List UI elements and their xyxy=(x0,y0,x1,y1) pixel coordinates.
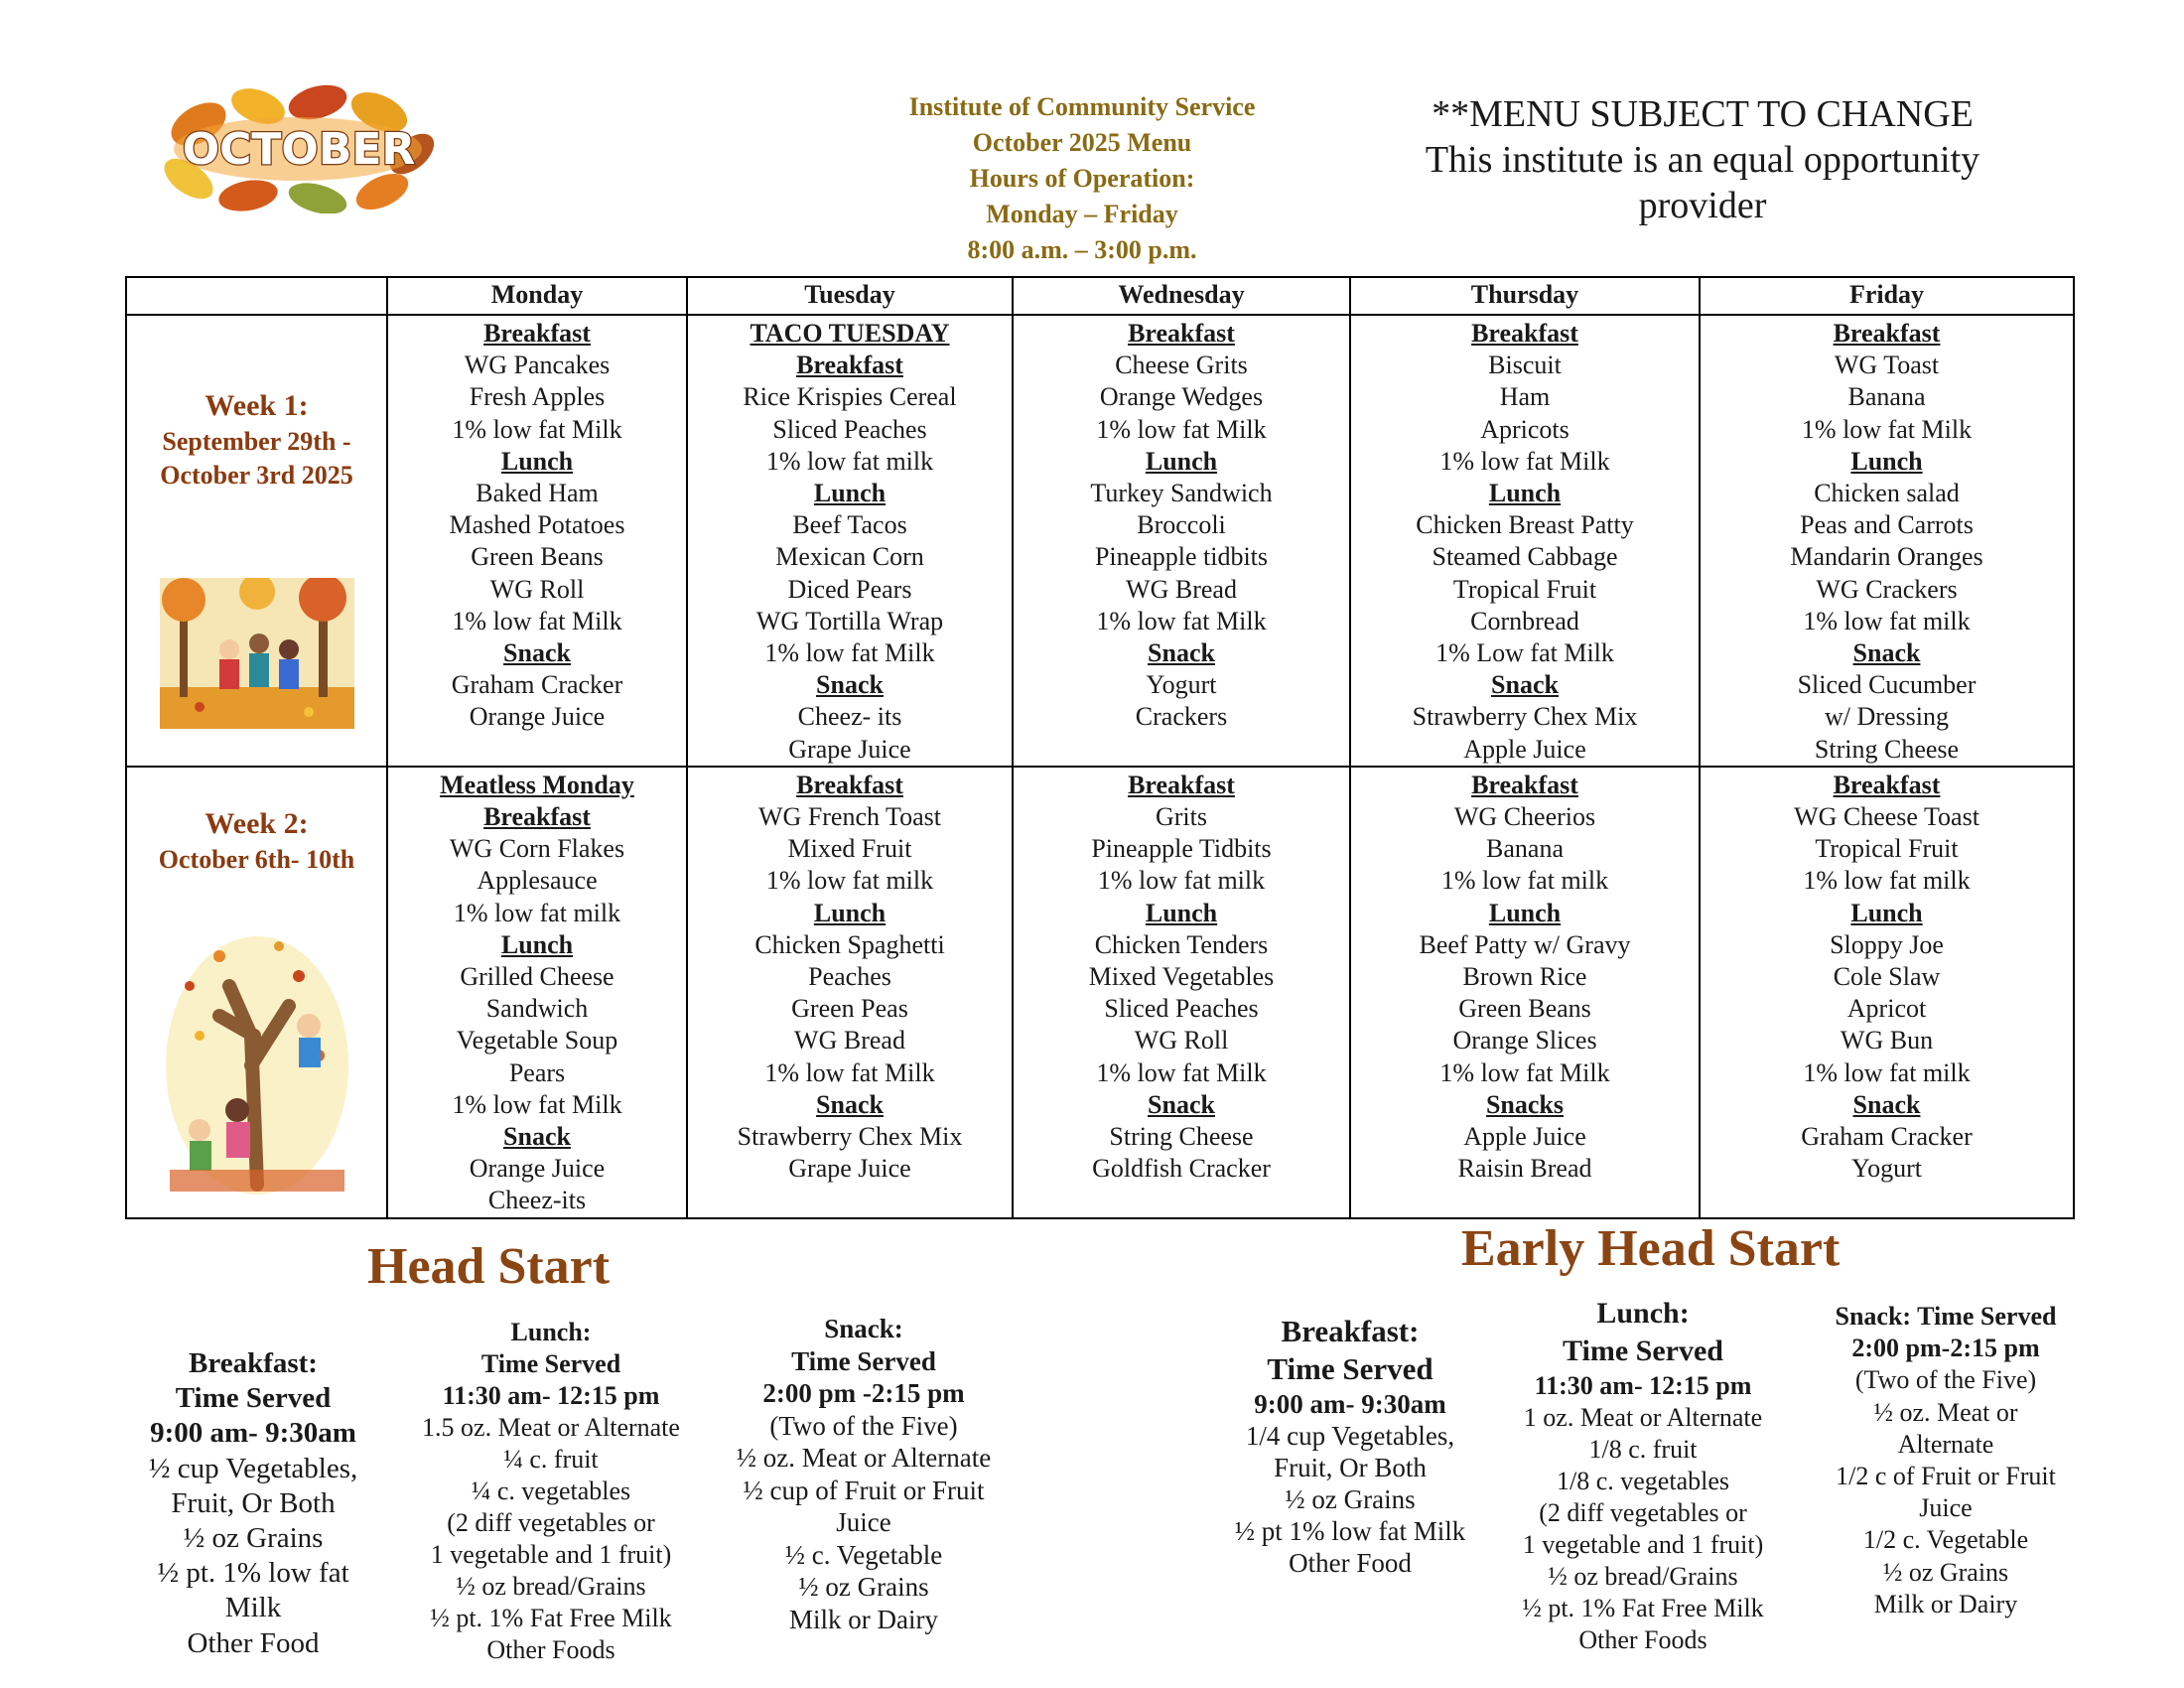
requirement-item: ½ oz. Meat or Alternate xyxy=(736,1443,992,1473)
menu-item: Brown Rice xyxy=(1462,962,1587,992)
meal-heading: Time Served xyxy=(1563,1335,1723,1367)
menu-item: Apple Juice xyxy=(1463,734,1586,764)
hours-days: Monday – Friday xyxy=(986,200,1178,228)
requirement-item: ½ oz bread/Grains xyxy=(456,1572,646,1601)
menu-item: 1% low fat Milk xyxy=(1096,606,1267,635)
menu-item: WG Cheese Toast xyxy=(1794,802,1979,832)
menu-section-heading: Snack xyxy=(503,1122,571,1152)
menu-item: 1% low fat Milk xyxy=(1439,446,1610,476)
october-logo xyxy=(159,84,439,213)
early-head-start-lunch xyxy=(1494,1295,1792,1656)
menu-item: Tropical Fruit xyxy=(1452,574,1597,604)
menu-item: 1% low fat Milk xyxy=(1439,1057,1610,1087)
menu-item: Grape Juice xyxy=(788,1154,911,1184)
menu-section-heading: Snack xyxy=(1852,638,1921,668)
menu-section-heading: Lunch xyxy=(1145,446,1218,476)
menu-title: October 2025 Menu xyxy=(972,128,1192,157)
requirement-item: 1/2 c of Fruit or Fruit xyxy=(1836,1462,2056,1491)
head-start-breakfast xyxy=(114,1346,392,1661)
week-dates: October 3rd 2025 xyxy=(160,461,353,490)
day-header-row xyxy=(126,277,2074,315)
requirement-item: 1/8 c. vegetables xyxy=(1557,1467,1729,1495)
menu-section-heading: Lunch xyxy=(1850,898,1923,927)
meal-time: 9:00 am- 9:30am xyxy=(1254,1389,1446,1419)
requirement-item: ½ pt. 1% Fat Free Milk xyxy=(1522,1594,1764,1622)
menu-item: Biscuit xyxy=(1488,351,1562,380)
menu-item: WG Crackers xyxy=(1816,574,1958,604)
requirement-item: Other Foods xyxy=(486,1635,615,1664)
week-row xyxy=(126,767,2074,1218)
menu-section-heading: Breakfast xyxy=(483,319,591,348)
menu-item: Applesauce xyxy=(477,866,598,896)
menu-item: Broccoli xyxy=(1137,510,1226,540)
meal-heading: Snack: Time Served xyxy=(1835,1302,2057,1331)
corner-cell xyxy=(126,277,387,315)
menu-item: Peas and Carrots xyxy=(1800,510,1974,540)
requirement-item: ½ oz Grains xyxy=(183,1522,324,1555)
week-title: Week 2: xyxy=(205,806,309,840)
requirement-item: Milk or Dairy xyxy=(789,1604,938,1634)
menu-item: Grilled Cheese xyxy=(460,962,614,992)
head-start-lunch xyxy=(392,1317,710,1666)
menu-item: Ham xyxy=(1499,382,1551,412)
menu-section-heading: Snack xyxy=(816,1089,884,1119)
menu-section-heading: Breakfast xyxy=(1833,319,1941,348)
menu-item: WG Corn Flakes xyxy=(449,834,625,864)
menu-item: Beef Tacos xyxy=(792,510,907,540)
menu-section-heading: Breakfast xyxy=(1128,319,1235,348)
menu-item: Beef Patty w/ Gravy xyxy=(1419,929,1631,959)
requirement-item: ½ pt. 1% Fat Free Milk xyxy=(430,1604,672,1632)
menu-item: WG Bread xyxy=(1126,574,1237,604)
requirement-item: ½ cup Vegetables, xyxy=(148,1452,358,1484)
menu-item: 1% low fat Milk xyxy=(764,1057,935,1087)
menu-cell xyxy=(1350,767,1700,1218)
menu-cell xyxy=(1350,315,1700,767)
menu-item: 1% low fat milk xyxy=(1803,866,1971,896)
early-head-start-snack xyxy=(1802,1301,2090,1620)
requirement-item: ½ oz Grains xyxy=(1285,1484,1416,1514)
menu-item: w/ Dressing xyxy=(1825,702,1949,732)
requirement-item: Alternate xyxy=(1897,1429,1994,1459)
menu-section-heading: Breakfast xyxy=(1833,770,1941,799)
menu-item: Mashed Potatoes xyxy=(449,510,625,540)
menu-section-heading: Lunch xyxy=(500,446,574,476)
meal-heading: Lunch: xyxy=(1596,1297,1690,1330)
menu-item: Chicken salad xyxy=(1814,479,1960,508)
menu-section-heading: Breakfast xyxy=(796,770,903,799)
week-dates: October 6th- 10th xyxy=(158,844,355,874)
menu-cell xyxy=(387,767,687,1218)
menu-section-heading: Lunch xyxy=(1850,446,1923,476)
menu-cell xyxy=(387,315,687,767)
requirement-item: ½ pt 1% low fat Milk xyxy=(1234,1516,1466,1546)
menu-item: Graham Cracker xyxy=(451,670,623,700)
menu-section-heading: Lunch xyxy=(813,898,887,927)
requirement-item: Other Food xyxy=(1289,1548,1412,1578)
menu-item: Baked Ham xyxy=(476,479,599,508)
menu-item: Yogurt xyxy=(1146,670,1217,700)
menu-item: Mandarin Oranges xyxy=(1790,542,1983,572)
requirement-item: ½ pt. 1% low fat xyxy=(157,1557,349,1590)
meal-heading: Time Served xyxy=(1267,1351,1433,1386)
menu-item: WG Cheerios xyxy=(1453,802,1596,832)
menu-item: Fresh Apples xyxy=(469,382,606,412)
requirement-item: 1 vegetable and 1 fruit) xyxy=(1522,1530,1764,1559)
menu-item: Peaches xyxy=(808,962,891,992)
children-autumn-illustration xyxy=(160,578,354,729)
menu-item: String Cheese xyxy=(1109,1122,1254,1152)
menu-item: Orange Juice xyxy=(469,702,606,732)
day-header: Thursday xyxy=(1350,277,1700,315)
head-start-title: Head Start xyxy=(367,1238,611,1295)
menu-item: Crackers xyxy=(1135,702,1228,732)
requirement-item: ¼ c. vegetables xyxy=(471,1477,631,1505)
menu-item: 1% low fat Milk xyxy=(452,606,622,635)
day-header: Tuesday xyxy=(687,277,1013,315)
early-head-start-breakfast xyxy=(1211,1313,1489,1579)
week-label-cell xyxy=(126,315,387,767)
notice xyxy=(1400,91,2005,228)
requirement-item: ½ cup of Fruit or Fruit xyxy=(743,1475,985,1505)
meal-heading: Breakfast: xyxy=(189,1347,318,1379)
menu-section-heading: Snack xyxy=(1852,1089,1921,1119)
menu-item: WG Tortilla Wrap xyxy=(755,606,944,635)
menu-cell xyxy=(1013,767,1350,1218)
requirement-item: 1.5 oz. Meat or Alternate xyxy=(422,1413,680,1442)
menu-item: 1% Low fat Milk xyxy=(1435,638,1614,668)
menu-item: 1% low fat milk xyxy=(1803,606,1971,635)
meal-heading: Time Served xyxy=(480,1349,621,1378)
menu-section-heading: Lunch xyxy=(1488,898,1562,927)
menu-item: String Cheese xyxy=(1814,734,1960,764)
menu-item: Cheese Grits xyxy=(1115,351,1248,380)
menu-cell xyxy=(687,767,1013,1218)
menu-item: Strawberry Chex Mix xyxy=(1412,702,1638,732)
menu-item: WG Roll xyxy=(1134,1026,1229,1055)
menu-item: Rice Krispies Cereal xyxy=(743,382,957,412)
menu-item: Pineapple Tidbits xyxy=(1091,834,1272,864)
menu-section-heading: Lunch xyxy=(1145,898,1218,927)
menu-section-heading: Lunch xyxy=(500,929,574,959)
requirement-item: ½ oz bread/Grains xyxy=(1548,1562,1738,1591)
meal-time: 11:30 am- 12:15 pm xyxy=(442,1381,660,1410)
menu-cell xyxy=(1013,315,1350,767)
menu-item: Cheez-its xyxy=(487,1186,587,1215)
requirement-item: 1/2 c. Vegetable xyxy=(1862,1525,2029,1555)
requirement-item: 1/4 cup Vegetables, xyxy=(1245,1421,1455,1451)
menu-item: Tropical Fruit xyxy=(1815,834,1959,864)
menu-item: Goldfish Cracker xyxy=(1092,1154,1271,1184)
meal-time: 2:00 pm-2:15 pm xyxy=(1851,1334,2040,1363)
menu-item: Orange Juice xyxy=(469,1154,606,1184)
hours-label: Hours of Operation: xyxy=(969,164,1195,193)
menu-item: 1% low fat Milk xyxy=(1096,414,1267,444)
menu-item: Green Beans xyxy=(471,542,604,572)
menu-section-heading: Breakfast xyxy=(1128,770,1235,799)
meal-time: 9:00 am- 9:30am xyxy=(150,1417,356,1450)
menu-section-heading: Snack xyxy=(1491,670,1559,700)
requirement-item: Juice xyxy=(836,1507,891,1537)
meal-time: 2:00 pm -2:15 pm xyxy=(762,1378,965,1408)
menu-item: 1% low fat milk xyxy=(765,446,934,476)
requirement-item: ½ oz Grains xyxy=(1882,1557,2009,1587)
center-header xyxy=(874,89,1291,268)
menu-section-heading: Snacks xyxy=(1485,1089,1565,1119)
menu-item: Green Beans xyxy=(1458,994,1591,1024)
menu-item: Chicken Spaghetti xyxy=(754,929,945,959)
logo-text: OCTOBER xyxy=(182,124,416,175)
menu-item: Apricots xyxy=(1480,414,1570,444)
meal-heading: Time Served xyxy=(791,1345,936,1376)
menu-item: Pears xyxy=(508,1057,566,1087)
day-header: Monday xyxy=(387,277,687,315)
requirement-item: ½ c. Vegetable xyxy=(784,1539,943,1570)
week-title: Week 1: xyxy=(205,389,309,422)
menu-item: Cornbread xyxy=(1470,606,1579,635)
menu-item: Raisin Bread xyxy=(1457,1154,1592,1184)
requirement-item: Milk or Dairy xyxy=(1873,1589,2018,1618)
meal-heading: Breakfast: xyxy=(1281,1314,1420,1348)
menu-item: WG French Toast xyxy=(758,802,941,832)
menu-item: Turkey Sandwich xyxy=(1090,479,1273,508)
head-start-snack xyxy=(710,1313,1018,1635)
menu-item: Vegetable Soup xyxy=(456,1026,618,1055)
requirement-item: Other Foods xyxy=(1578,1625,1707,1654)
week-label-cell xyxy=(126,767,387,1218)
menu-item: Grits xyxy=(1156,802,1207,832)
menu-item: Cheez- its xyxy=(797,702,902,732)
menu-item: Green Peas xyxy=(791,994,908,1024)
week-dates: September 29th - xyxy=(162,427,351,456)
menu-table xyxy=(125,276,2075,1219)
week-row xyxy=(126,315,2074,767)
menu-section-heading: TACO TUESDAY xyxy=(750,319,950,348)
menu-section-heading: Snack xyxy=(1148,1089,1215,1119)
meal-heading: Time Served xyxy=(175,1382,332,1415)
requirement-item: Fruit, Or Both xyxy=(1274,1453,1427,1482)
menu-section-heading: Breakfast xyxy=(796,351,903,380)
menu-section-heading: Breakfast xyxy=(1471,319,1578,348)
menu-item: Banana xyxy=(1486,834,1564,864)
menu-item: Graham Cracker xyxy=(1801,1122,1973,1152)
menu-item: Strawberry Chex Mix xyxy=(737,1122,963,1152)
menu-section-heading: Lunch xyxy=(1488,479,1562,508)
menu-item: Mixed Vegetables xyxy=(1088,962,1275,992)
equal-opportunity-notice: This institute is an equal opportunity provider xyxy=(1425,139,1980,226)
menu-item: Mexican Corn xyxy=(775,542,924,572)
menu-section-heading: Snack xyxy=(816,670,884,700)
menu-item: 1% low fat Milk xyxy=(1096,1057,1267,1087)
requirement-item: (Two of the Five) xyxy=(769,1410,958,1441)
hours-time: 8:00 a.m. – 3:00 p.m. xyxy=(967,235,1197,264)
menu-item: 1% low fat milk xyxy=(1440,866,1609,896)
menu-item: Cole Slaw xyxy=(1833,962,1941,992)
menu-item: Sandwich xyxy=(485,994,589,1024)
day-header: Wednesday xyxy=(1013,277,1350,315)
menu-item: Chicken Tenders xyxy=(1094,929,1269,959)
menu-section-heading: Breakfast xyxy=(1471,770,1578,799)
menu-item: 1% low fat milk xyxy=(453,898,621,927)
menu-section-heading: Snack xyxy=(1148,638,1215,668)
menu-item: 1% low fat milk xyxy=(1803,1057,1971,1087)
menu-item: 1% low fat milk xyxy=(765,866,934,896)
menu-item: 1% low fat Milk xyxy=(764,638,935,668)
menu-item: Pineapple tidbits xyxy=(1094,542,1269,572)
menu-item: Apple Juice xyxy=(1463,1122,1586,1152)
menu-item: Apricot xyxy=(1846,994,1927,1024)
menu-item: WG Toast xyxy=(1834,351,1940,380)
day-header: Friday xyxy=(1700,277,2074,315)
menu-section-heading: Snack xyxy=(503,638,571,668)
menu-item: WG Bun xyxy=(1840,1026,1934,1055)
early-head-start-title: Early Head Start xyxy=(1461,1220,1841,1277)
menu-cell xyxy=(1700,315,2074,767)
requirement-item: (Two of the Five) xyxy=(1854,1365,2037,1395)
menu-section-heading: Lunch xyxy=(813,479,887,508)
requirement-item: Other Food xyxy=(187,1626,320,1659)
menu-item: Sliced Cucumber xyxy=(1797,670,1977,700)
meal-heading: Lunch: xyxy=(510,1318,592,1346)
menu-item: WG Pancakes xyxy=(464,351,611,380)
requirement-item: (2 diff vegetables or xyxy=(447,1508,655,1537)
menu-item: 1% low fat milk xyxy=(1097,866,1266,896)
menu-item: 1% low fat Milk xyxy=(452,414,622,444)
menu-item: Sliced Peaches xyxy=(1104,994,1259,1024)
requirement-item: 1 oz. Meat or Alternate xyxy=(1523,1403,1763,1432)
requirement-item: (2 diff vegetables or xyxy=(1539,1498,1747,1527)
menu-item: Mixed Fruit xyxy=(787,834,912,864)
org-name: Institute of Community Service xyxy=(908,92,1256,121)
menu-change-notice: **MENU SUBJECT TO CHANGE xyxy=(1432,93,1974,135)
menu-cell xyxy=(687,315,1013,767)
meal-time: 11:30 am- 12:15 pm xyxy=(1534,1371,1752,1400)
requirement-item: ¼ c. fruit xyxy=(503,1445,599,1474)
menu-item: 1% low fat Milk xyxy=(452,1089,622,1119)
requirement-item: Milk xyxy=(224,1592,282,1624)
menu-item: WG Bread xyxy=(794,1026,905,1055)
menu-item: Chicken Breast Patty xyxy=(1416,510,1634,540)
menu-item: Sliced Peaches xyxy=(772,414,927,444)
requirement-item: ½ oz Grains xyxy=(798,1572,929,1602)
menu-section-heading: Breakfast xyxy=(483,802,591,832)
requirement-item: 1 vegetable and 1 fruit) xyxy=(430,1540,672,1569)
menu-item: Yogurt xyxy=(1850,1154,1923,1184)
requirement-item: 1/8 c. fruit xyxy=(1588,1435,1698,1464)
requirement-item: Juice xyxy=(1919,1493,1973,1523)
menu-item: Sloppy Joe xyxy=(1830,929,1944,959)
menu-item: 1% low fat Milk xyxy=(1801,414,1973,444)
menu-item: WG Roll xyxy=(489,574,585,604)
menu-item: Banana xyxy=(1847,382,1926,412)
tree-children-illustration xyxy=(160,916,354,1196)
menu-cell xyxy=(1700,767,2074,1218)
meal-heading: Snack: xyxy=(824,1314,903,1343)
menu-section-heading: Meatless Monday xyxy=(440,770,634,799)
requirement-item: ½ oz. Meat or xyxy=(1873,1397,2018,1427)
menu-item: Orange Slices xyxy=(1452,1026,1597,1055)
menu-item: Grape Juice xyxy=(788,734,911,764)
menu-item: Orange Wedges xyxy=(1099,382,1264,412)
menu-item: Steamed Cabbage xyxy=(1432,542,1618,572)
menu-item: Diced Pears xyxy=(787,574,912,604)
requirement-item: Fruit, Or Both xyxy=(171,1486,336,1519)
